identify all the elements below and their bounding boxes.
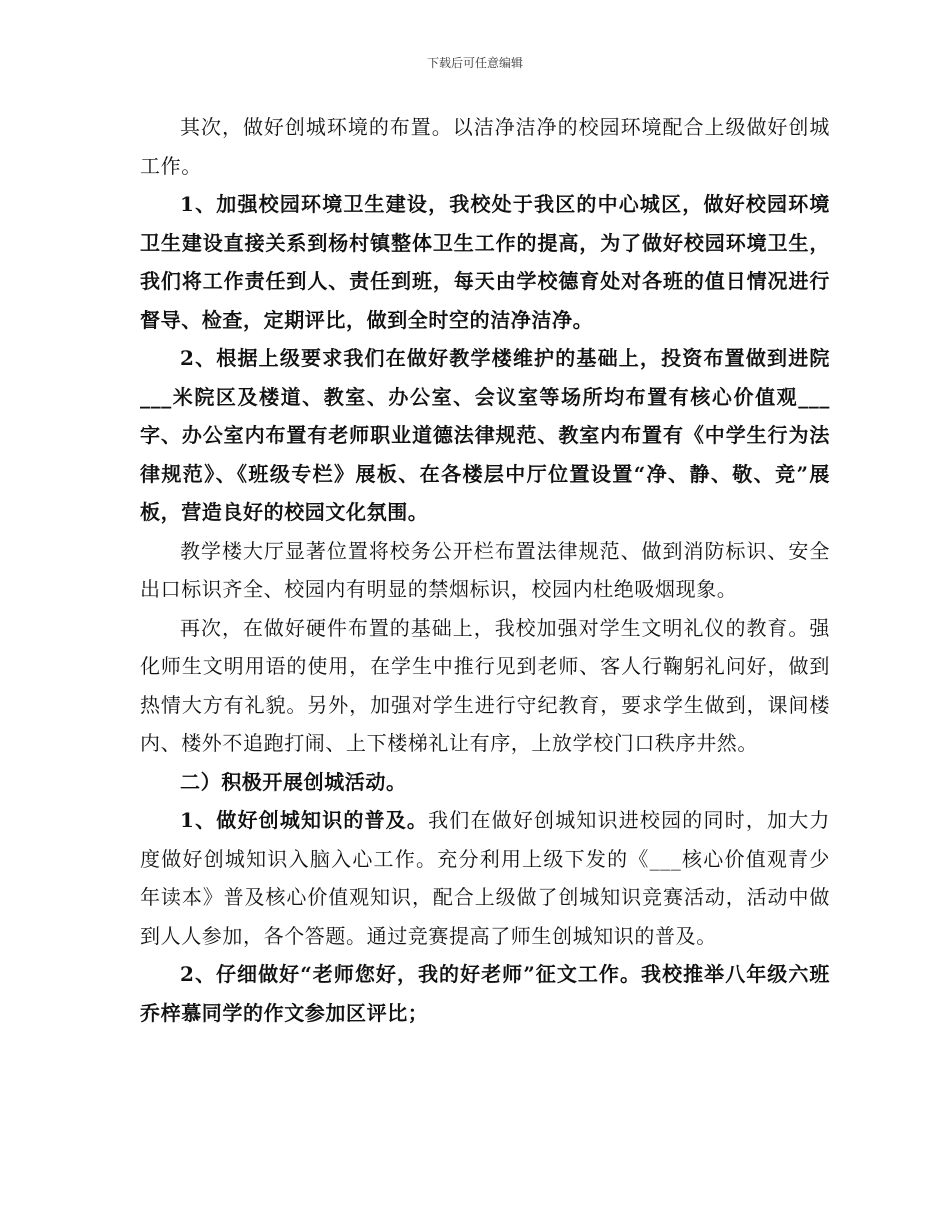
paragraph-knowledge — [140, 801, 830, 955]
paragraph-item-2-layout: 2、根据上级要求我们在做好教学楼维护的基础上，投资布置做到进院___米院区及楼道、教室、办公室、会议室等场所均布置有核心价值观___字、办公室内布置有老师职业道德法律规范、教室内布置有《中学生行为法律规范》、《班级专栏》展板、在各楼层中厅位置设置“净、静、敬、竞”展板，营造良好的校园文化氛围。 — [140, 346, 830, 524]
paragraph-knowledge-lead: 1、做好创城知识的普及。 — [180, 808, 429, 832]
paragraph-lobby: 教学楼大厅显著位置将校务公开栏布置法律规范、做到消防标识、安全出口标识齐全、校园内有明显的禁烟标识，校园内杜绝吸烟现象。 — [140, 538, 830, 601]
paragraph-etiquette: 再次，在做好硬件布置的基础上，我校加强对学生文明礼仪的教育。强化师生文明用语的使用，在学生中推行见到老师、客人行鞠躬礼问好，做到热情大方有礼貌。另外，加强对学生进行守纪教育，要求学生做到，课间楼内、楼外不追跑打闹、上下楼梯礼让有序，上放学校门口秩序井然。 — [140, 615, 830, 755]
document-body — [140, 108, 830, 1032]
paragraph-knowledge-text: 我们在做好创城知识进校园的同时，加大力度做好创城知识入脑入心工作。充分利用上级下发的《___核心价值观青少年读本》普及核心价值观知识，配合上级做了创城知识竞赛活动，活动中做到人人参加，各个答题。通过竞赛提高了师生创城知识的普及。 — [140, 808, 830, 948]
paragraph-intro: 其次，做好创城环境的布置。以洁净洁净的校园环境配合上级做好创城工作。 — [140, 115, 830, 178]
paragraph-item-1-hygiene: 1、加强校园环境卫生建设，我校处于我区的中心城区，做好校园环境卫生建设直接关系到杨村镇整体卫生工作的提高，为了做好校园环境卫生，我们将工作责任到人、责任到班，每天由学校德育处对各班的值日情况进行督导、检查，定期评比，做到全时空的洁净洁净。 — [140, 192, 830, 332]
paragraph-essay: 2、仔细做好“老师您好，我的好老师”征文工作。我校推举八年级六班乔梓慕同学的作文参加区评比； — [140, 962, 830, 1025]
section-heading-activities: 二）积极开展创城活动。 — [180, 769, 407, 794]
page-header-note: 下载后可任意编辑 — [426, 56, 523, 70]
